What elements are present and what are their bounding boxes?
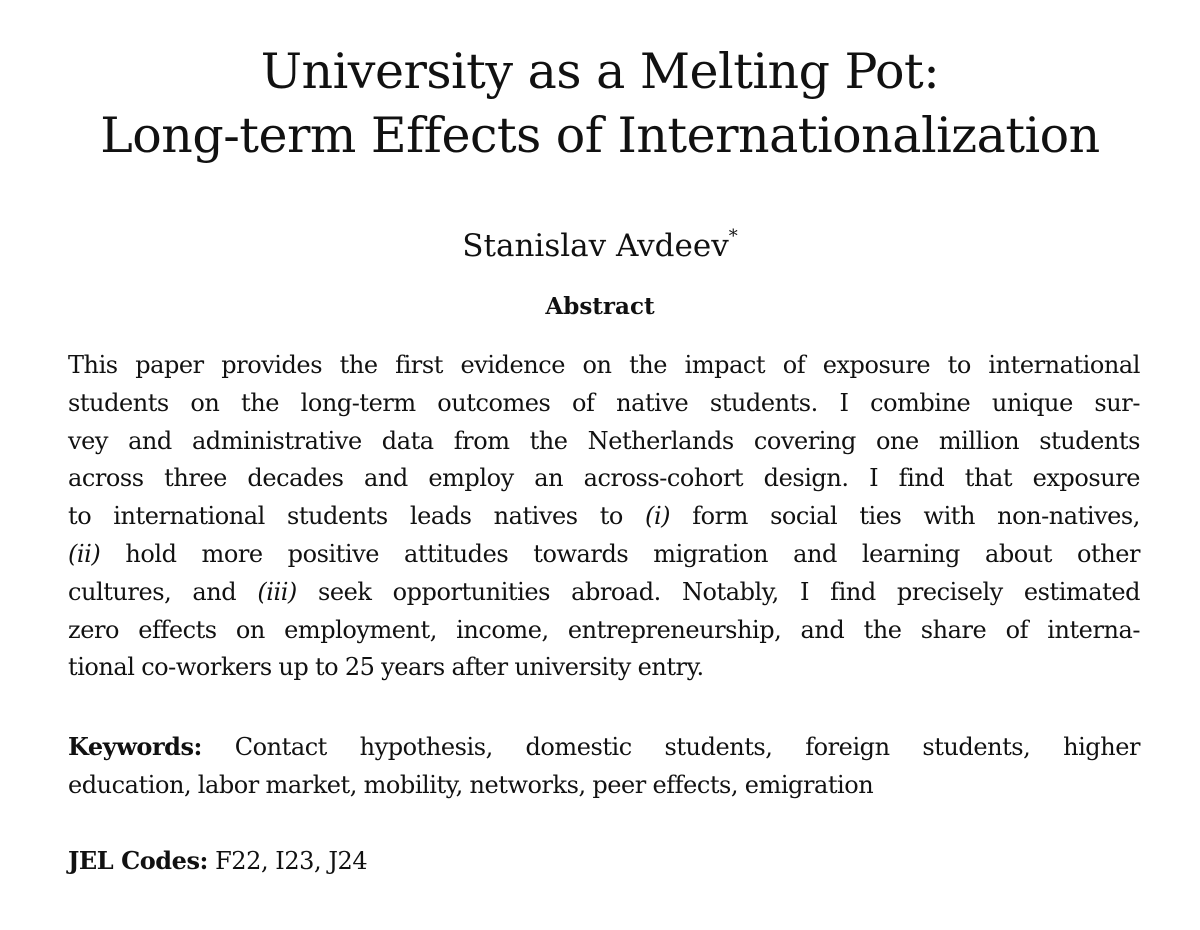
keywords-text: Contact hypothesis, domestic students, foreign students, higher: [201, 733, 1140, 761]
jel-codes-section: [68, 842, 1140, 880]
abstract-body: [68, 347, 1140, 687]
list-marker-i: (i): [645, 502, 671, 531]
abstract-line: vey and administrative data from the Netherlands covering one million students: [68, 426, 1140, 455]
abstract-line: across three decades and employ an across-cohort design. I find that exposure: [68, 464, 1140, 493]
abstract-text-segment: cultures, and: [68, 577, 258, 606]
author-line: [0, 226, 1200, 266]
keywords-line-1: [68, 728, 1140, 766]
list-marker-ii: (ii): [68, 539, 101, 568]
abstract-line: tional co-workers up to 25 years after university entry.: [68, 653, 704, 682]
author-name: Stanislav Avdeev: [462, 228, 729, 264]
author-footnote-mark: *: [728, 226, 738, 247]
abstract-text-segment: seek opportunities abroad. Notably, I find precisely estimated: [296, 577, 1141, 606]
abstract-line: [68, 536, 1140, 574]
list-marker-iii: (iii): [257, 577, 297, 606]
abstract-line: This paper provides the first evidence on the impact of exposure to international: [68, 351, 1140, 379]
abstract-text-segment: to international students leads natives to: [68, 502, 646, 531]
abstract-heading: Abstract: [545, 293, 655, 320]
paper-title-line-2: Long-term Effects of Internationalization: [100, 107, 1100, 164]
paper-title-line-1: University as a Melting Pot:: [260, 43, 940, 100]
abstract-text-segment: hold more positive attitudes towards migration and learning about other: [100, 539, 1140, 568]
keywords-section: [68, 728, 1140, 804]
abstract-text-segment: form social ties with non-natives,: [670, 502, 1140, 531]
jel-codes-label: JEL Codes:: [68, 846, 208, 875]
abstract-line: [68, 574, 1140, 612]
abstract-line: students on the long-term outcomes of native students. I combine unique sur-: [68, 388, 1140, 417]
abstract-line: [68, 498, 1140, 536]
jel-codes-value: F22, I23, J24: [207, 847, 368, 875]
abstract-line: zero effects on employment, income, entrepreneurship, and the share of interna-: [68, 615, 1140, 644]
keywords-label: Keywords:: [68, 732, 202, 761]
paper-title: [0, 40, 1200, 168]
keywords-line-2: education, labor market, mobility, networks, peer effects, emigration: [68, 771, 874, 799]
